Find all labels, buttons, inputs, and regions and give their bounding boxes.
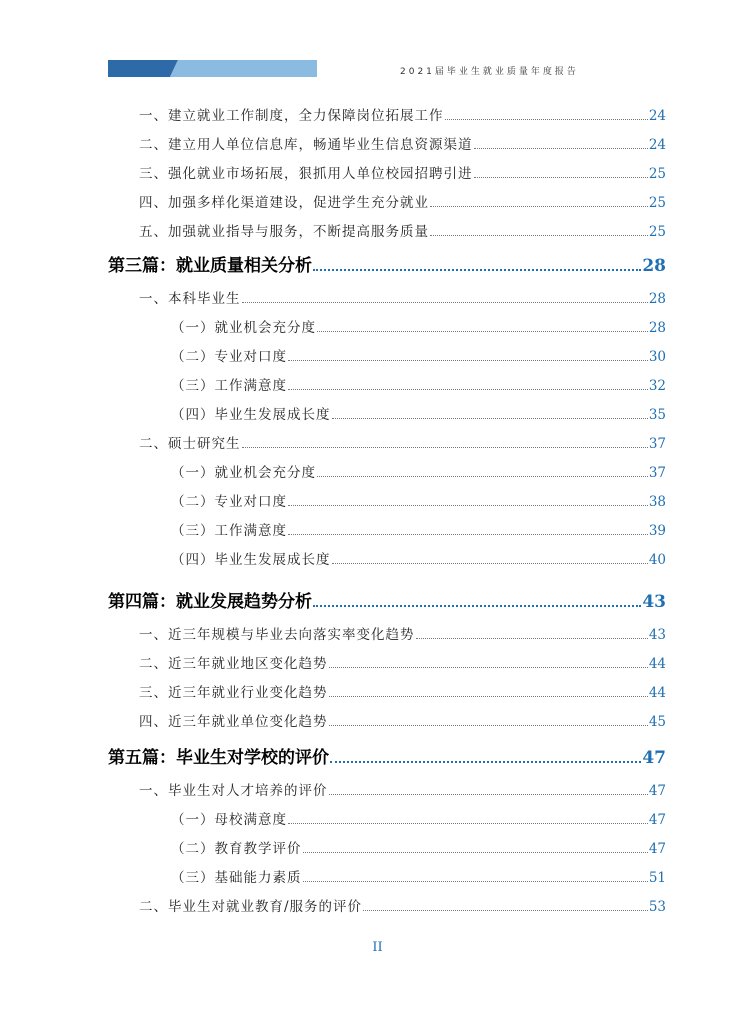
toc-entry[interactable] bbox=[108, 432, 666, 452]
toc-dot-leader bbox=[474, 148, 648, 149]
toc-dot-leader bbox=[288, 823, 648, 824]
toc-dot-leader bbox=[288, 389, 648, 390]
toc-dot-leader bbox=[430, 206, 648, 207]
toc-entry[interactable] bbox=[108, 287, 666, 307]
toc-entry-page: 47 bbox=[648, 783, 666, 799]
toc-entry-page: 37 bbox=[648, 436, 666, 452]
toc-entry[interactable] bbox=[108, 779, 666, 799]
toc-entry[interactable] bbox=[108, 837, 666, 857]
toc-entry-title: 第三篇：就业质量相关分析 bbox=[108, 256, 312, 276]
toc-entry-page: 43 bbox=[642, 592, 666, 612]
toc-dot-leader bbox=[242, 447, 648, 448]
toc-entry-title: 第五篇：毕业生对学校的评价 bbox=[108, 748, 329, 768]
toc-dot-leader bbox=[288, 534, 648, 535]
toc-entry-title: （四）毕业生发展成长度 bbox=[171, 407, 331, 423]
toc-entry-title: （二）教育教学评价 bbox=[171, 841, 302, 857]
toc-entry-title: （一）母校满意度 bbox=[171, 812, 287, 828]
toc-entry-title: 三、近三年就业行业变化趋势 bbox=[139, 685, 328, 701]
toc-entry-title: 一、近三年规模与毕业去向落实率变化趋势 bbox=[139, 627, 415, 643]
toc-entry-page: 47 bbox=[648, 841, 666, 857]
toc-entry-title: （二）专业对口度 bbox=[171, 349, 287, 365]
toc-dot-leader bbox=[303, 881, 648, 882]
toc-dot-leader bbox=[332, 418, 648, 419]
toc-entry-title: 五、加强就业指导与服务，不断提高服务质量 bbox=[139, 224, 429, 240]
toc-dot-leader bbox=[329, 667, 648, 668]
toc-entry[interactable] bbox=[108, 548, 666, 568]
toc-entry-page: 39 bbox=[648, 523, 666, 539]
toc-entry[interactable] bbox=[108, 652, 666, 672]
toc-entry-page: 24 bbox=[648, 137, 666, 153]
toc-entry[interactable] bbox=[108, 104, 666, 124]
toc-entry-page: 38 bbox=[648, 494, 666, 510]
toc-entry-title: （三）基础能力素质 bbox=[171, 870, 302, 886]
report-header-title: 2021届毕业生就业质量年度报告 bbox=[400, 67, 579, 77]
toc-entry[interactable] bbox=[108, 374, 666, 394]
toc-entry-title: 一、建立就业工作制度，全力保障岗位拓展工作 bbox=[139, 108, 444, 124]
toc-entry-title: 一、毕业生对人才培养的评价 bbox=[139, 783, 328, 799]
toc-entry[interactable] bbox=[108, 461, 666, 481]
toc-entry-page: 40 bbox=[648, 552, 666, 568]
toc-entry[interactable] bbox=[108, 623, 666, 643]
toc-entry-page: 35 bbox=[648, 407, 666, 423]
toc-entry[interactable] bbox=[108, 316, 666, 336]
toc-entry-page: 53 bbox=[648, 899, 666, 915]
toc-entry-page: 24 bbox=[648, 108, 666, 124]
toc-dot-leader bbox=[288, 505, 648, 506]
toc-dot-leader bbox=[288, 360, 648, 361]
toc-entry-page: 32 bbox=[648, 378, 666, 394]
toc-dot-leader bbox=[330, 761, 641, 763]
toc-entry-page: 44 bbox=[648, 685, 666, 701]
toc-entry[interactable] bbox=[108, 519, 666, 539]
toc-entry-page: 45 bbox=[648, 714, 666, 730]
toc-entry[interactable] bbox=[108, 220, 666, 240]
toc-entry[interactable] bbox=[108, 162, 666, 182]
toc-dot-leader bbox=[332, 563, 648, 564]
toc-dot-leader bbox=[329, 725, 648, 726]
toc-entry-page: 37 bbox=[648, 465, 666, 481]
toc-dot-leader bbox=[317, 476, 648, 477]
toc-dot-leader bbox=[363, 910, 648, 911]
toc-entry-title: （一）就业机会充分度 bbox=[171, 320, 316, 336]
toc-entry-title: 四、近三年就业单位变化趋势 bbox=[139, 714, 328, 730]
toc-entry[interactable] bbox=[108, 490, 666, 510]
toc-entry[interactable] bbox=[108, 191, 666, 211]
toc-entry-page: 25 bbox=[648, 224, 666, 240]
header-banner bbox=[108, 60, 317, 77]
toc-entry-title: （三）工作满意度 bbox=[171, 378, 287, 394]
toc-entry[interactable] bbox=[108, 681, 666, 701]
toc-dot-leader bbox=[416, 638, 648, 639]
toc-entry-page: 30 bbox=[648, 349, 666, 365]
toc-dot-leader bbox=[445, 119, 648, 120]
toc-entry-page: 28 bbox=[648, 320, 666, 336]
toc-entry-page: 43 bbox=[648, 627, 666, 643]
toc-dot-leader bbox=[313, 605, 641, 607]
toc-entry-title: （一）就业机会充分度 bbox=[171, 465, 316, 481]
toc-entry-page: 47 bbox=[642, 748, 666, 768]
toc-dot-leader bbox=[430, 235, 648, 236]
toc-entry-title: （四）毕业生发展成长度 bbox=[171, 552, 331, 568]
toc-part-entry[interactable] bbox=[108, 743, 666, 768]
toc-entry[interactable] bbox=[108, 133, 666, 153]
toc-entry[interactable] bbox=[108, 895, 666, 915]
toc-entry-page: 28 bbox=[642, 256, 666, 276]
toc-entry-page: 25 bbox=[648, 166, 666, 182]
toc-entry-page: 47 bbox=[648, 812, 666, 828]
toc-dot-leader bbox=[317, 331, 648, 332]
toc-dot-leader bbox=[242, 302, 648, 303]
toc-entry-title: （三）工作满意度 bbox=[171, 523, 287, 539]
toc-entry-title: 二、毕业生对就业教育/服务的评价 bbox=[139, 899, 363, 915]
toc-dot-leader bbox=[313, 269, 641, 271]
toc-entry-title: 三、强化就业市场拓展，狠抓用人单位校园招聘引进 bbox=[139, 166, 473, 182]
toc-entry-page: 44 bbox=[648, 656, 666, 672]
toc-dot-leader bbox=[303, 852, 648, 853]
toc-dot-leader bbox=[474, 177, 648, 178]
toc-entry-title: 一、本科毕业生 bbox=[139, 291, 241, 307]
toc-entry-title: 四、加强多样化渠道建设，促进学生充分就业 bbox=[139, 195, 429, 211]
toc-dot-leader bbox=[329, 696, 648, 697]
toc-entry[interactable] bbox=[108, 403, 666, 423]
page-number: II bbox=[372, 940, 383, 955]
toc-dot-leader bbox=[329, 794, 648, 795]
toc-entry-title: （二）专业对口度 bbox=[171, 494, 287, 510]
toc-entry[interactable] bbox=[108, 345, 666, 365]
toc-entry-page: 28 bbox=[648, 291, 666, 307]
toc-part-entry[interactable] bbox=[108, 251, 666, 276]
toc-entry-title: 第四篇：就业发展趋势分析 bbox=[108, 592, 312, 612]
toc-entry-title: 二、近三年就业地区变化趋势 bbox=[139, 656, 328, 672]
toc-entry[interactable] bbox=[108, 710, 666, 730]
toc-entry[interactable] bbox=[108, 866, 666, 886]
toc-entry-title: 二、建立用人单位信息库，畅通毕业生信息资源渠道 bbox=[139, 137, 473, 153]
toc-part-entry[interactable] bbox=[108, 587, 666, 612]
toc-entry-title: 二、硕士研究生 bbox=[139, 436, 241, 452]
toc-entry-page: 25 bbox=[648, 195, 666, 211]
toc-entry-page: 51 bbox=[648, 870, 666, 886]
toc-entry[interactable] bbox=[108, 808, 666, 828]
